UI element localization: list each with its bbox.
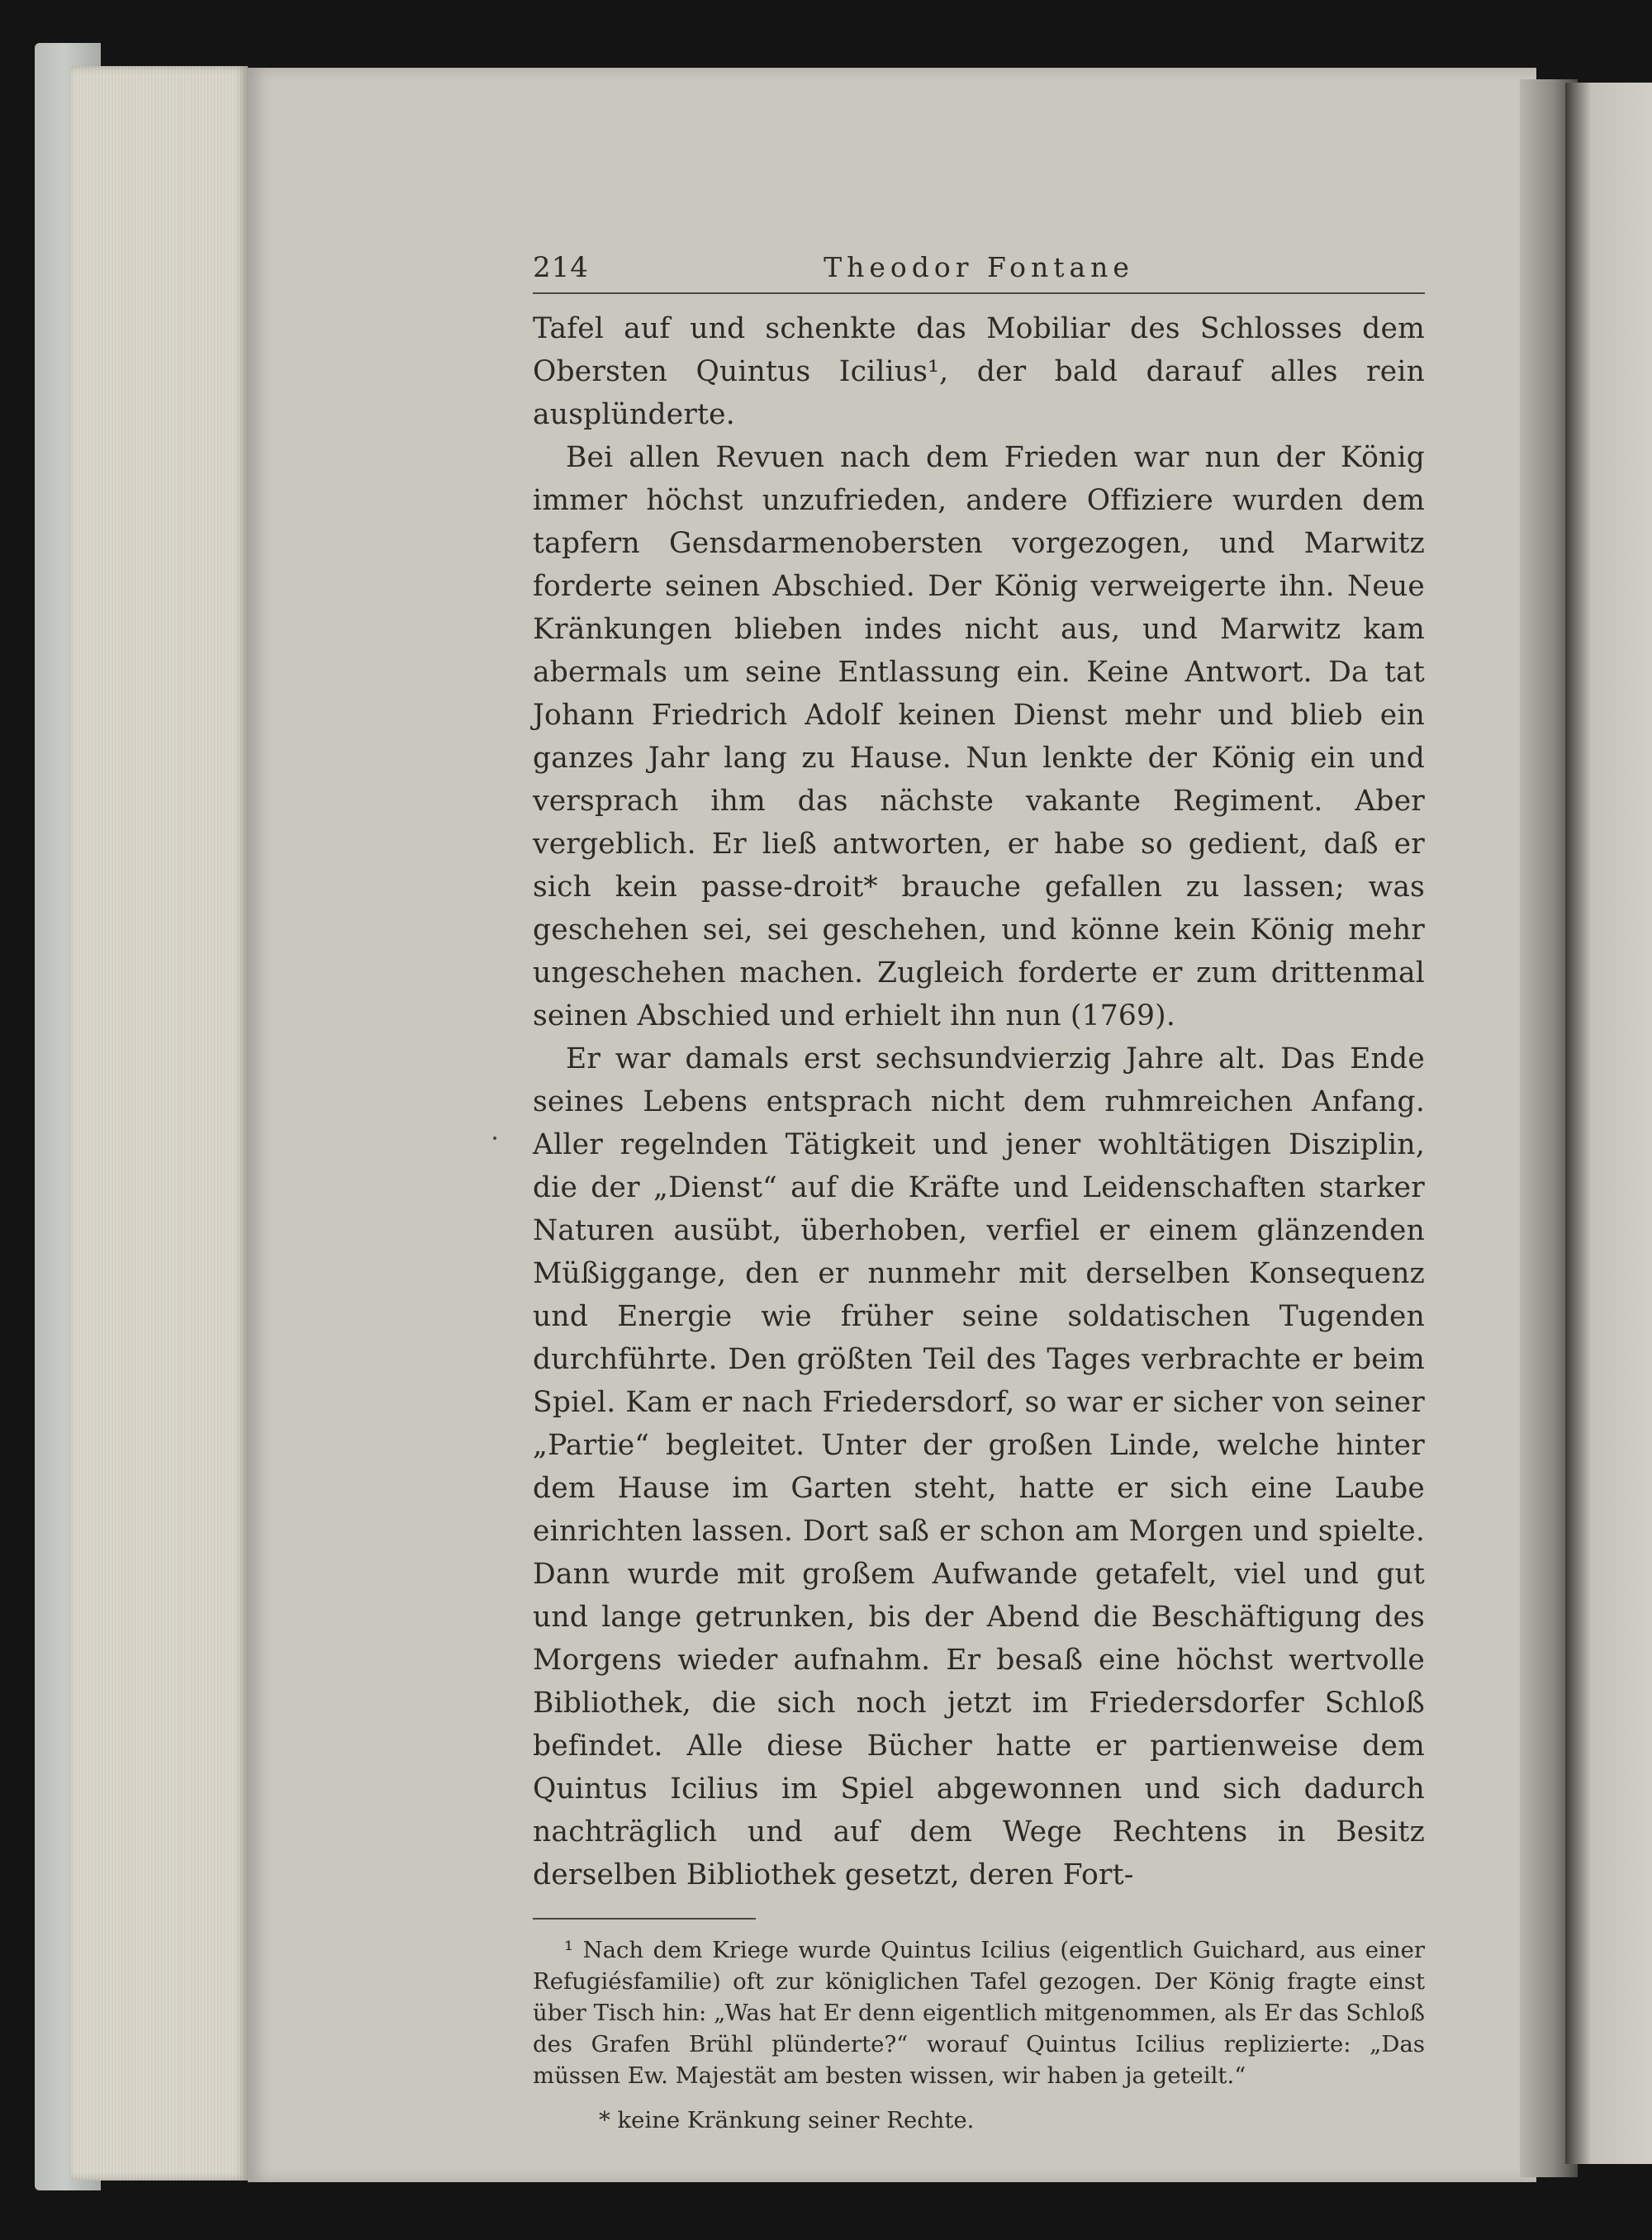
page-number: 214 (533, 251, 589, 284)
facing-page-edge (1565, 83, 1652, 2164)
margin-speck (493, 1137, 496, 1140)
running-title: Theodor Fontane (824, 251, 1134, 283)
paragraph-3: Er war damals erst sechsundvierzig Jahre alt. Das Ende seines Lebens entsprach nicht dem ruhmreichen Anfang. Aller regelnden Tätigkeit und jener wohltätigen Disziplin, die der „Dienst“ auf die Kräfte und Leidenschaften starker Naturen ausübt, überhoben, verfiel er einem glänzenden Müßiggange, den er nunmehr mit derselben Konsequenz und Energie wie früher seine soldatischen Tugenden durchführte. Den größten Teil des Tages verbrachte er beim Spiel. Kam er nach Friedersdorf, so war er sicher von seiner „Partie“ begleitet. Unter der großen Linde, welche hinter dem Hause im Garten steht, hatte er sich eine Laube einrichten lassen. Dort saß er schon am Morgen und spielte. Dann wurde mit großem Aufwande getafelt, viel und gut und lange getrunken, bis der Abend die Beschäftigung des Morgens wieder aufnahm. Er besaß eine höchst wertvolle Bibliothek, die sich noch jetzt im Friedersdorfer Schloß befindet. Alle diese Bücher hatte er partienweise dem Quintus Icilius im Spiel abgewonnen und sich dadurch nachträglich und auf dem Wege Rechtens in Besitz derselben Bibliothek gesetzt, deren Fort- (533, 1042, 1425, 1891)
footnote-rule (533, 1918, 756, 1920)
text-block (533, 248, 1425, 2136)
page-edges (71, 66, 248, 2181)
paragraph-2: Bei allen Revuen nach dem Frieden war nun der König immer höchst unzufrieden, andere Offiziere wurden dem tapfern Gensdarmenobersten vorgezogen, und Marwitz forderte seinen Abschied. Der König verweigerte ihn. Neue Kränkungen blieben indes nicht aus, und Marwitz kam abermals um seine Entlassung ein. Keine Antwort. Da tat Johann Friedrich Adolf keinen Dienst mehr und blieb ein ganzes Jahr lang zu Hause. Nun lenkte der König ein und versprach ihm das nächste vakante Regiment. Aber vergeblich. Er ließ antworten, er habe so gedient, daß er sich kein passe-droit* brauche gefallen zu lassen; was geschehen sei, sei geschehen, und könne kein König mehr ungeschehen machen. Zugleich forderte er zum drittenmal seinen Abschied und erhielt ihn nun (1769). (533, 441, 1425, 1032)
footnote-1: ¹ Nach dem Kriege wurde Quintus Icilius (eigentlich Guichard, aus einer Refugiésfamilie) oft zur königlichen Tafel gezogen. Der König fragte einst über Tisch hin: „Was hat Er denn eigentlich mitgenommen, als Er das Schloß des Grafen Brühl plünderte?“ worauf Quintus Icilius replizierte: „Das müssen Ew. Majestät am besten wissen, wir haben ja geteilt.“ (533, 1937, 1425, 2089)
paragraph-1: Tafel auf und schenkte das Mobiliar des Schlosses dem Obersten Quintus Icilius¹, der bald darauf alles rein ausplünderte. (533, 312, 1425, 431)
footnote-star: * keine Kränkung seiner Rechte. (599, 2107, 975, 2133)
body-text (533, 307, 1425, 1896)
running-head (533, 248, 1425, 294)
footnotes (533, 1934, 1425, 2136)
